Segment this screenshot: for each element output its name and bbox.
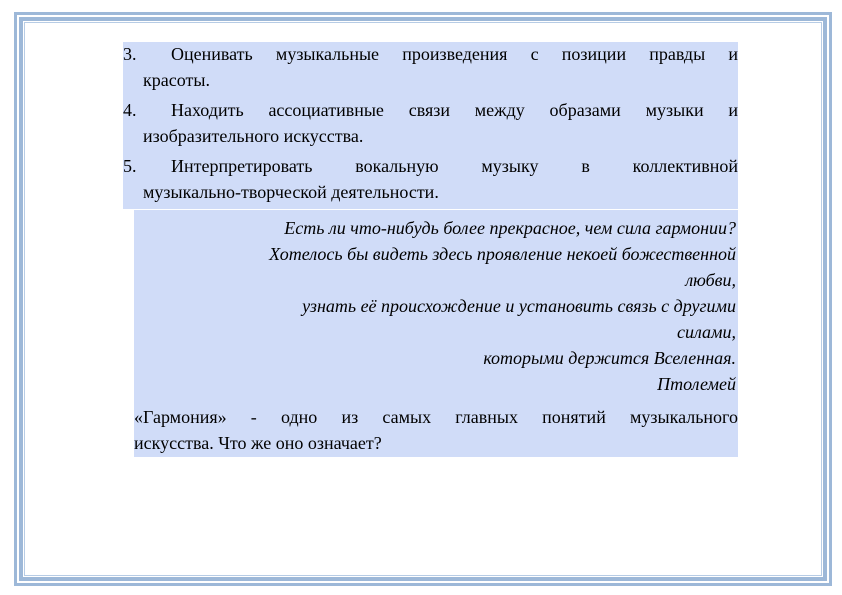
list-item-text-line: музыкально-творческой деятельности. [143,181,439,202]
list-item-number: 5. [123,156,137,176]
paragraph-line: искусства. Что же оно означает? [134,432,382,453]
harmony-paragraph [134,405,738,456]
epigraph-quote [136,215,736,397]
list-item-text-line: красоты. [143,69,210,90]
list-item [123,154,738,205]
list-item-text-line: Находить ассоциативные связи между образами музыки и [171,100,738,120]
quote-block [134,210,738,457]
list-item-text-line: Интерпретировать вокальную музыку в коллективной [171,156,738,176]
quote-author: Птолемей [657,374,736,394]
quote-line: Хотелось бы видеть здесь проявление некоей божественной [269,244,736,264]
quote-line: Есть ли что-нибудь более прекрасное, чем сила гармонии? [284,218,736,238]
quote-line: силами, [676,322,736,342]
list-item [123,98,738,149]
quote-line: которыми держится Вселенная. [483,348,736,368]
quote-line: любви, [685,270,736,290]
goals-list [123,42,738,209]
list-item-number: 3. [123,44,137,64]
paragraph-line: «Гармония» - одно из самых главных понятий музыкального [134,407,738,427]
list-item [123,42,738,93]
quote-line: узнать её происхождение и установить связь с другими [302,296,736,316]
list-item-text-line: изобразительного искусства. [143,125,364,146]
list-item-text-line: Оценивать музыкальные произведения с позиции правды и [171,44,738,64]
list-item-number: 4. [123,100,137,120]
